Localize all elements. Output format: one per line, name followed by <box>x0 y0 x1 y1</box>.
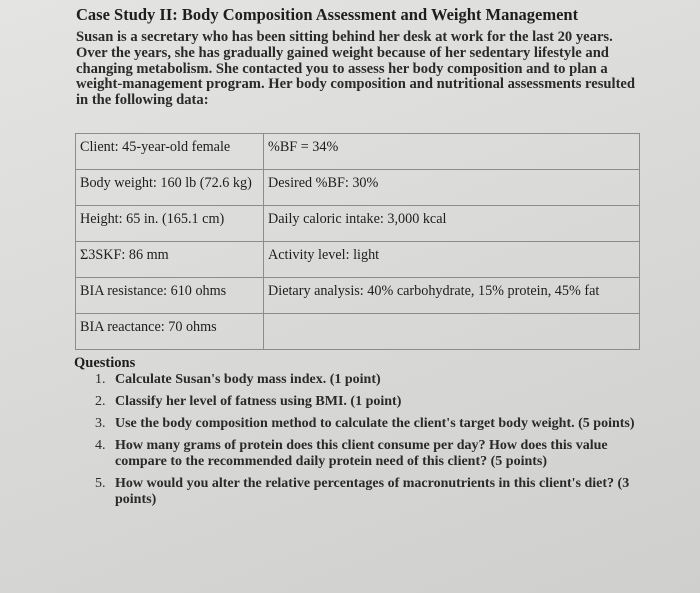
table-row <box>76 278 640 314</box>
question-number: 4. <box>95 438 106 453</box>
questions-list <box>95 372 635 514</box>
table-row <box>76 314 640 350</box>
questions-heading: Questions <box>74 355 136 371</box>
question-text: Classify her level of fatness using BMI. (1 point) <box>115 394 402 409</box>
table-row <box>76 170 640 206</box>
table-row <box>76 134 640 170</box>
table-cell: BIA resistance: 610 ohms <box>76 278 264 314</box>
question-number: 3. <box>95 416 106 431</box>
table-row <box>76 242 640 278</box>
assessment-data-table <box>75 133 640 350</box>
question-text: Calculate Susan's body mass index. (1 point) <box>115 372 381 387</box>
question-text: How many grams of protein does this client consume per day? How does this value compare to the recommended daily protein need of this client? (5 points) <box>115 438 608 469</box>
list-item <box>95 372 635 388</box>
table-cell: Daily caloric intake: 3,000 kcal <box>264 206 640 242</box>
list-item <box>95 476 635 508</box>
question-number: 2. <box>95 394 106 409</box>
table-cell: Body weight: 160 lb (72.6 kg) <box>76 170 264 206</box>
list-item <box>95 394 635 410</box>
question-number: 5. <box>95 476 106 491</box>
table-cell: Dietary analysis: 40% carbohydrate, 15% protein, 45% fat <box>264 278 640 314</box>
table-cell: Activity level: light <box>264 242 640 278</box>
case-intro-paragraph: Susan is a secretary who has been sitting behind her desk at work for the last 20 years. Over the years, she has gradually gained weight because of her sedentary lifestyle and changing metabolism. She contacted you to assess her body composition and to plan a weight-management program. Her body composition and nutritional assessments resulted in the following data: <box>76 29 636 109</box>
question-number: 1. <box>95 372 106 387</box>
table-cell: Client: 45-year-old female <box>76 134 264 170</box>
table-cell <box>264 314 640 350</box>
list-item <box>95 416 635 432</box>
table-cell: Height: 65 in. (165.1 cm) <box>76 206 264 242</box>
list-item <box>95 438 635 470</box>
question-text: How would you alter the relative percentages of macronutrients in this client's diet? (3 points) <box>115 476 630 507</box>
table-cell: Σ3SKF: 86 mm <box>76 242 264 278</box>
table-cell: Desired %BF: 30% <box>264 170 640 206</box>
table-row <box>76 206 640 242</box>
table-cell: %BF = 34% <box>264 134 640 170</box>
case-study-title: Case Study II: Body Composition Assessment and Weight Management <box>76 5 579 24</box>
table-cell: BIA reactance: 70 ohms <box>76 314 264 350</box>
question-text: Use the body composition method to calculate the client's target body weight. (5 points) <box>115 416 635 431</box>
